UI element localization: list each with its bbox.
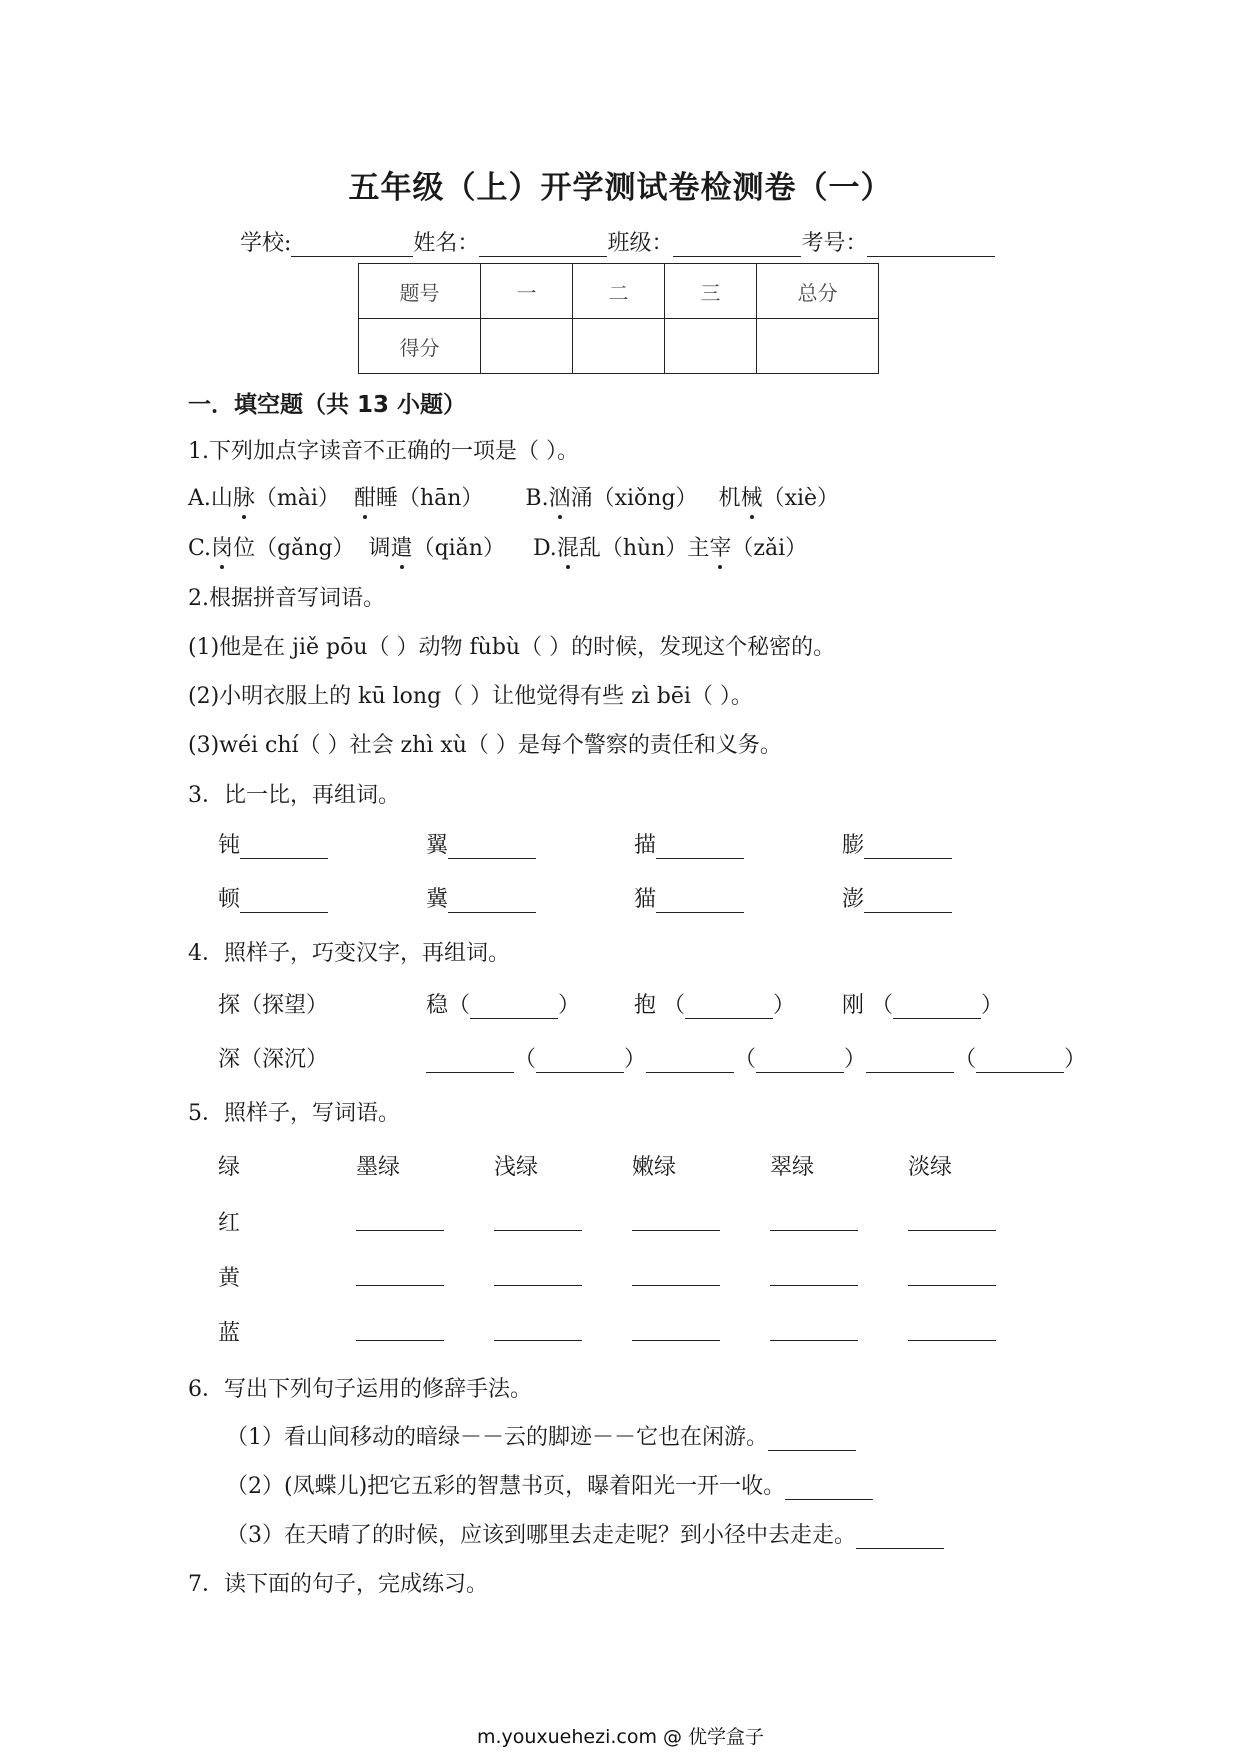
pinyin: （qiǎn） — [412, 536, 505, 561]
q5-header-word: 墨绿 — [356, 1155, 401, 1180]
answer-blank[interactable] — [756, 1051, 844, 1073]
dotted-char: 混 — [556, 536, 579, 561]
q5-blank-group — [632, 1261, 720, 1286]
score-header-cell: 二 — [573, 264, 665, 319]
q5-blank-group — [632, 1316, 720, 1341]
answer-blank[interactable] — [356, 1264, 444, 1286]
q3-item — [842, 882, 952, 913]
word-char: 涌 — [570, 486, 593, 511]
q2-stem: 2.根据拼音写词语。 — [188, 586, 385, 611]
pinyin: （xiǒng） — [592, 486, 698, 511]
q5-blank-group — [356, 1261, 444, 1286]
answer-blank[interactable] — [632, 1319, 720, 1341]
answer-blank[interactable] — [632, 1209, 720, 1231]
pinyin: （zǎi） — [731, 536, 808, 561]
section-heading: 一．填空题（共 13 小题） — [188, 392, 467, 418]
q5-blank-group — [494, 1316, 582, 1341]
dotted-char: 遣 — [390, 536, 413, 561]
option-c-label: C. — [188, 536, 212, 561]
answer-blank[interactable] — [426, 1051, 514, 1073]
q6-sentence-2 — [226, 1469, 873, 1500]
score-header-cell: 一 — [481, 264, 573, 319]
score-table — [358, 263, 879, 374]
q5-blank-group — [908, 1261, 996, 1286]
answer-blank[interactable] — [448, 837, 536, 859]
answer-blank[interactable] — [768, 1429, 856, 1451]
answer-blank[interactable] — [976, 1051, 1064, 1073]
dotted-char: 脉 — [232, 486, 255, 511]
option-d-label: D. — [532, 536, 557, 561]
answer-blank[interactable] — [770, 1319, 858, 1341]
option-a-label: A. — [188, 486, 211, 511]
pinyin: （hān） — [397, 486, 484, 511]
exam-no-field[interactable] — [867, 233, 995, 257]
class-label: 班级： — [607, 231, 674, 256]
q4-stem: 4．照样子，巧变汉字，再组词。 — [188, 941, 510, 966]
dotted-char: 岗 — [211, 536, 234, 561]
q3-char: 顿 — [218, 887, 241, 912]
answer-blank[interactable] — [656, 837, 744, 859]
q5-blank-group — [356, 1206, 444, 1231]
q2-line-2: (2)小明衣服上的 kū long（ ）让他觉得有些 zì bēi（ ）。 — [188, 684, 753, 709]
paren: （ — [734, 1047, 757, 1072]
q3-char: 澎 — [842, 887, 865, 912]
student-info-line — [240, 226, 995, 257]
q4-char: 抱 （ — [634, 993, 685, 1018]
sentence-text: （2）(凤蝶儿)把它五彩的智慧书页，曝着阳光一开一收。 — [226, 1474, 786, 1499]
score-header-cell: 题号 — [359, 264, 481, 319]
q7-stem: 7．读下面的句子，完成练习。 — [188, 1572, 488, 1597]
answer-blank[interactable] — [536, 1051, 624, 1073]
answer-blank[interactable] — [893, 997, 981, 1019]
q5-blank-group — [908, 1206, 996, 1231]
pinyin: （xiè） — [762, 486, 840, 511]
sentence-text: （1）看山间移动的暗绿－－云的脚迹－－它也在闲游。 — [226, 1425, 768, 1450]
pinyin: （hùn） — [600, 536, 688, 561]
dotted-char: 宰 — [709, 536, 732, 561]
page-title: 五年级（上）开学测试卷检测卷（一） — [348, 170, 893, 206]
q5-blank-group — [770, 1316, 858, 1341]
q3-char: 膨 — [842, 833, 865, 858]
q3-item — [426, 828, 536, 859]
answer-blank[interactable] — [240, 837, 328, 859]
q5-blank-group — [494, 1206, 582, 1231]
q5-header-word: 浅绿 — [494, 1155, 539, 1180]
q3-item — [218, 882, 328, 913]
answer-blank[interactable] — [685, 997, 773, 1019]
score-cell[interactable] — [481, 319, 573, 374]
q6-stem: 6．写出下列句子运用的修辞手法。 — [188, 1377, 532, 1402]
dotted-char: 汹 — [548, 486, 571, 511]
answer-blank[interactable] — [646, 1051, 734, 1073]
q1-stem: 1.下列加点字读音不正确的一项是（ ）。 — [188, 439, 579, 464]
word-char: 山 — [210, 486, 233, 511]
q3-char: 冀 — [426, 887, 449, 912]
answer-blank[interactable] — [856, 1527, 944, 1549]
q3-item — [634, 882, 744, 913]
word-char: 乱 — [578, 536, 601, 561]
q4-char: 刚 （ — [842, 993, 893, 1018]
score-header-cell: 三 — [665, 264, 757, 319]
q5-blank-group — [770, 1206, 858, 1231]
q3-item — [426, 882, 536, 913]
answer-blank[interactable] — [770, 1264, 858, 1286]
q5-header-word: 翠绿 — [770, 1155, 815, 1180]
q5-row-label: 红 — [218, 1211, 241, 1236]
q3-item — [218, 828, 328, 859]
answer-blank[interactable] — [356, 1319, 444, 1341]
q3-char: 钝 — [218, 833, 241, 858]
answer-blank[interactable] — [448, 891, 536, 913]
q4-item — [426, 988, 580, 1019]
school-label: 学校: — [240, 231, 292, 256]
name-label: 姓名： — [413, 231, 480, 256]
q1-options-ab — [188, 481, 839, 512]
answer-blank[interactable] — [770, 1209, 858, 1231]
word-char: 主 — [687, 536, 710, 561]
dotted-char: 械 — [740, 486, 763, 511]
q3-char: 描 — [634, 833, 657, 858]
q5-row-label: 黄 — [218, 1266, 241, 1291]
paren: （ — [954, 1047, 977, 1072]
word-char: 调 — [368, 536, 391, 561]
q3-item — [842, 828, 952, 859]
paren: ） — [981, 993, 1004, 1018]
score-cell[interactable] — [573, 319, 665, 374]
word-char: 位 — [233, 536, 256, 561]
answer-blank[interactable] — [632, 1264, 720, 1286]
q4-char: 稳（ — [426, 993, 471, 1018]
score-header-cell: 总分 — [757, 264, 879, 319]
paren: （ — [514, 1047, 537, 1072]
paren: ） — [1064, 1047, 1087, 1072]
q2-line-1: (1)他是在 jiě pōu（ ）动物 fùbù（ ）的时候，发现这个秘密的。 — [188, 635, 836, 660]
answer-blank[interactable] — [785, 1478, 873, 1500]
q3-char: 猫 — [634, 887, 657, 912]
q5-blank-group — [770, 1261, 858, 1286]
answer-blank[interactable] — [470, 997, 558, 1019]
footer-watermark: m.youxuehezi.com @ 优学盒子 — [476, 1726, 765, 1748]
q5-blank-group — [632, 1206, 720, 1231]
answer-blank[interactable] — [494, 1264, 582, 1286]
name-field[interactable] — [479, 233, 607, 257]
q5-blank-group — [356, 1316, 444, 1341]
q4-row2-blanks — [426, 1042, 1086, 1073]
paren: ） — [624, 1047, 647, 1072]
paren: ） — [558, 993, 581, 1018]
word-char: 睡 — [375, 486, 398, 511]
option-b-label: B. — [525, 486, 549, 511]
paren: ） — [844, 1047, 867, 1072]
score-cell[interactable] — [757, 319, 879, 374]
score-table-score-row — [359, 319, 879, 374]
q4-example-2: 深（深沉） — [218, 1047, 329, 1072]
paren: ） — [773, 993, 796, 1018]
exam-no-label: 考号： — [801, 231, 868, 256]
score-table-header-row — [359, 264, 879, 319]
q5-blank-group — [494, 1261, 582, 1286]
q5-stem: 5．照样子，写词语。 — [188, 1101, 400, 1126]
answer-blank[interactable] — [908, 1319, 996, 1341]
score-cell[interactable] — [665, 319, 757, 374]
pinyin: （mài） — [254, 486, 340, 511]
q3-stem: 3．比一比，再组词。 — [188, 783, 400, 808]
q1-options-cd — [188, 531, 807, 562]
answer-blank[interactable] — [864, 837, 952, 859]
word-char: 机 — [718, 486, 741, 511]
pinyin: （gǎng） — [255, 536, 355, 561]
dotted-char: 酣 — [353, 486, 376, 511]
answer-blank[interactable] — [656, 891, 744, 913]
answer-blank[interactable] — [494, 1209, 582, 1231]
school-field[interactable] — [291, 233, 413, 257]
sentence-text: （3）在天晴了的时候，应该到哪里去走走呢？到小径中去走走。 — [226, 1523, 856, 1548]
answer-blank[interactable] — [908, 1209, 996, 1231]
q4-item — [634, 988, 795, 1019]
q5-header-word: 嫩绿 — [632, 1155, 677, 1180]
q5-header-word: 绿 — [218, 1155, 241, 1180]
q2-line-3: (3)wéi chí（ ）社会 zhì xù（ ）是每个警察的责任和义务。 — [188, 733, 782, 758]
answer-blank[interactable] — [356, 1209, 444, 1231]
answer-blank[interactable] — [864, 891, 952, 913]
q4-item — [842, 988, 1003, 1019]
q6-sentence-3 — [226, 1518, 944, 1549]
q5-row-label: 蓝 — [218, 1321, 241, 1346]
answer-blank[interactable] — [240, 891, 328, 913]
q3-char: 翼 — [426, 833, 449, 858]
score-row-label: 得分 — [359, 319, 481, 374]
answer-blank[interactable] — [866, 1051, 954, 1073]
q5-header-word: 淡绿 — [908, 1155, 953, 1180]
q4-example-1: 探（探望） — [218, 993, 329, 1018]
answer-blank[interactable] — [908, 1264, 996, 1286]
answer-blank[interactable] — [494, 1319, 582, 1341]
q6-sentence-1 — [226, 1420, 856, 1451]
class-field[interactable] — [673, 233, 801, 257]
q5-blank-group — [908, 1316, 996, 1341]
q3-item — [634, 828, 744, 859]
